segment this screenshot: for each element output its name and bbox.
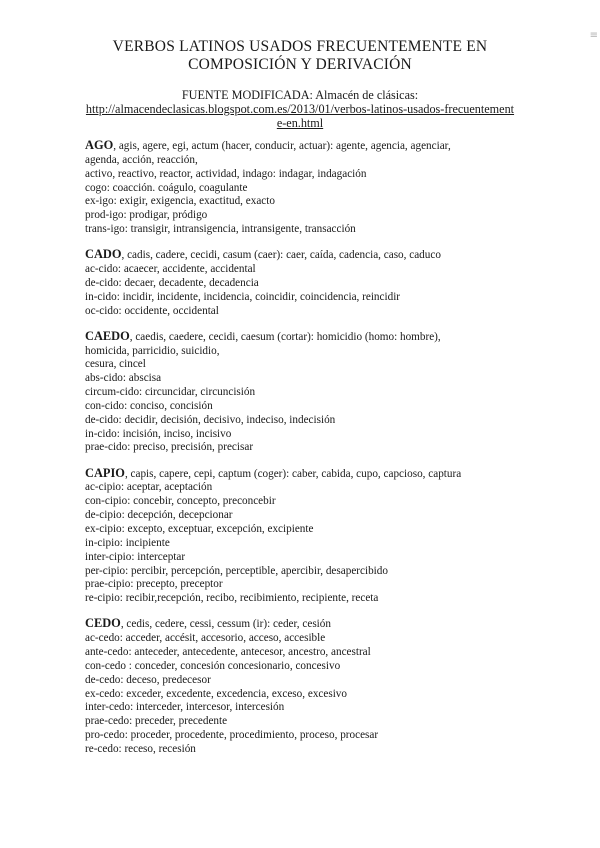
entry-line: de-cido: decidir, decisión, decisivo, indeciso, indecisión bbox=[85, 413, 336, 426]
source-url-line-1: http://almacendeclasicas.blogspot.com.es/2013/01/verbos-latinos-usados-frecuentement bbox=[85, 102, 515, 116]
title-line-1: VERBOS LATINOS USADOS FRECUENTEMENTE EN bbox=[112, 38, 488, 55]
entry-line: de-cido: decaer, decadente, decadencia bbox=[85, 276, 259, 289]
verb-forms: , capis, capere, cepi, captum (coger): caber, cabida, cupo, capcioso, captura bbox=[124, 467, 462, 480]
entry-line: ex-igo: exigir, exigencia, exactitud, exacto bbox=[85, 195, 275, 208]
entry-line: prae-cedo: preceder, precedente bbox=[85, 715, 228, 728]
verb-forms: , agis, agere, egi, actum (hacer, conducir, actuar): agente, agencia, agenciar, bbox=[113, 140, 451, 152]
entry-line: ac-cido: acaecer, accidente, accidental bbox=[85, 263, 256, 276]
verb-list bbox=[85, 139, 555, 768]
source-url[interactable] bbox=[60, 102, 540, 130]
entry-line: re-cedo: receso, recesión bbox=[85, 742, 196, 755]
entry-line: homicida, parricidio, suicidio, bbox=[85, 344, 220, 357]
entry-line: ac-cedo: acceder, accésit, accesorio, acceso, accesible bbox=[85, 632, 326, 645]
entry-line: in-cipio: incipiente bbox=[85, 536, 170, 549]
entry-line: cesura, cincel bbox=[85, 358, 146, 371]
title-line-2: COMPOSICIÓN Y DERIVACIÓN bbox=[188, 56, 412, 73]
entry-heading bbox=[85, 139, 555, 154]
verb-entry-capio bbox=[85, 467, 555, 606]
entry-line: in-cido: incidir, incidente, incidencia, coincidir, coincidencia, reincidir bbox=[85, 290, 401, 303]
entry-line: ac-cipio: aceptar, aceptación bbox=[85, 481, 213, 494]
source-url-line-2: e-en.html bbox=[276, 116, 324, 130]
entry-line: re-cipio: recibir,recepción, recibo, recibimiento, recipiente, receta bbox=[85, 592, 379, 605]
entry-line: inter-cipio: interceptar bbox=[85, 550, 186, 563]
entry-line: ex-cipio: excepto, exceptuar, excepción, excipiente bbox=[85, 522, 314, 535]
verb-lemma: CAPIO bbox=[85, 465, 125, 480]
page-marker: ≡ bbox=[589, 30, 598, 41]
entry-line: oc-cido: occidente, occidental bbox=[85, 304, 219, 317]
entry-line: prae-cipio: precepto, preceptor bbox=[85, 578, 223, 591]
verb-forms: , caedis, caedere, cecidi, caesum (cortar): homicidio (homo: hombre), bbox=[129, 330, 441, 343]
document-title bbox=[60, 38, 540, 74]
entry-line: inter-cedo: interceder, intercesor, intercesión bbox=[85, 701, 285, 714]
verb-entry-caedo bbox=[85, 330, 555, 456]
entry-line: pro-cedo: proceder, procedente, procedimiento, proceso, procesar bbox=[85, 729, 379, 742]
entry-line: con-cido: conciso, concisión bbox=[85, 399, 213, 412]
entry-heading bbox=[85, 467, 555, 482]
entry-heading bbox=[85, 617, 555, 632]
entry-line: con-cedo : conceder, concesión concesionario, concesivo bbox=[85, 659, 341, 672]
entry-line: ex-cedo: exceder, excedente, excedencia, exceso, excesivo bbox=[85, 687, 347, 700]
entry-line: per-cipio: percibir, percepción, perceptible, apercibir, desapercibido bbox=[85, 564, 388, 577]
entry-line: cogo: coacción. coágulo, coagulante bbox=[85, 181, 248, 194]
entry-line: abs-cido: abscisa bbox=[85, 372, 162, 385]
entry-line: ante-cedo: anteceder, antecedente, antecesor, ancestro, ancestral bbox=[85, 646, 371, 659]
entry-line: prod-igo: prodigar, pródigo bbox=[85, 209, 208, 222]
entry-heading bbox=[85, 330, 555, 345]
entry-line: prae-cido: preciso, precisión, precisar bbox=[85, 441, 254, 454]
entry-line: de-cipio: decepción, decepcionar bbox=[85, 509, 233, 522]
verb-lemma: CAEDO bbox=[85, 328, 130, 343]
verb-lemma: CADO bbox=[85, 247, 122, 262]
entry-line: con-cipio: concebir, concepto, preconcebir bbox=[85, 495, 276, 508]
entry-line: in-cido: incisión, inciso, incisivo bbox=[85, 427, 232, 440]
verb-forms: , cadis, cadere, cecidi, casum (caer): caer, caída, cadencia, caso, caduco bbox=[121, 249, 441, 262]
verb-entry-cado bbox=[85, 248, 555, 318]
verb-lemma: CEDO bbox=[85, 616, 121, 631]
verb-forms: , cedis, cedere, cessi, cessum (ir): ceder, cesión bbox=[120, 618, 331, 631]
source-label: FUENTE MODIFICADA: Almacén de clásicas: bbox=[181, 88, 419, 102]
entry-line: de-cedo: deceso, predecesor bbox=[85, 673, 211, 686]
verb-lemma: AGO bbox=[85, 138, 114, 152]
entry-line: trans-igo: transigir, intransigencia, intransigente, transacción bbox=[85, 223, 356, 236]
source-block bbox=[60, 88, 540, 130]
entry-line: agenda, acción, reacción, bbox=[85, 153, 198, 166]
entry-heading bbox=[85, 248, 555, 263]
entry-line: activo, reactivo, reactor, actividad, indago: indagar, indagación bbox=[85, 167, 367, 180]
verb-entry-ago bbox=[85, 139, 555, 237]
verb-entry-cedo bbox=[85, 617, 555, 756]
entry-line: circum-cido: circuncidar, circuncisión bbox=[85, 386, 256, 399]
